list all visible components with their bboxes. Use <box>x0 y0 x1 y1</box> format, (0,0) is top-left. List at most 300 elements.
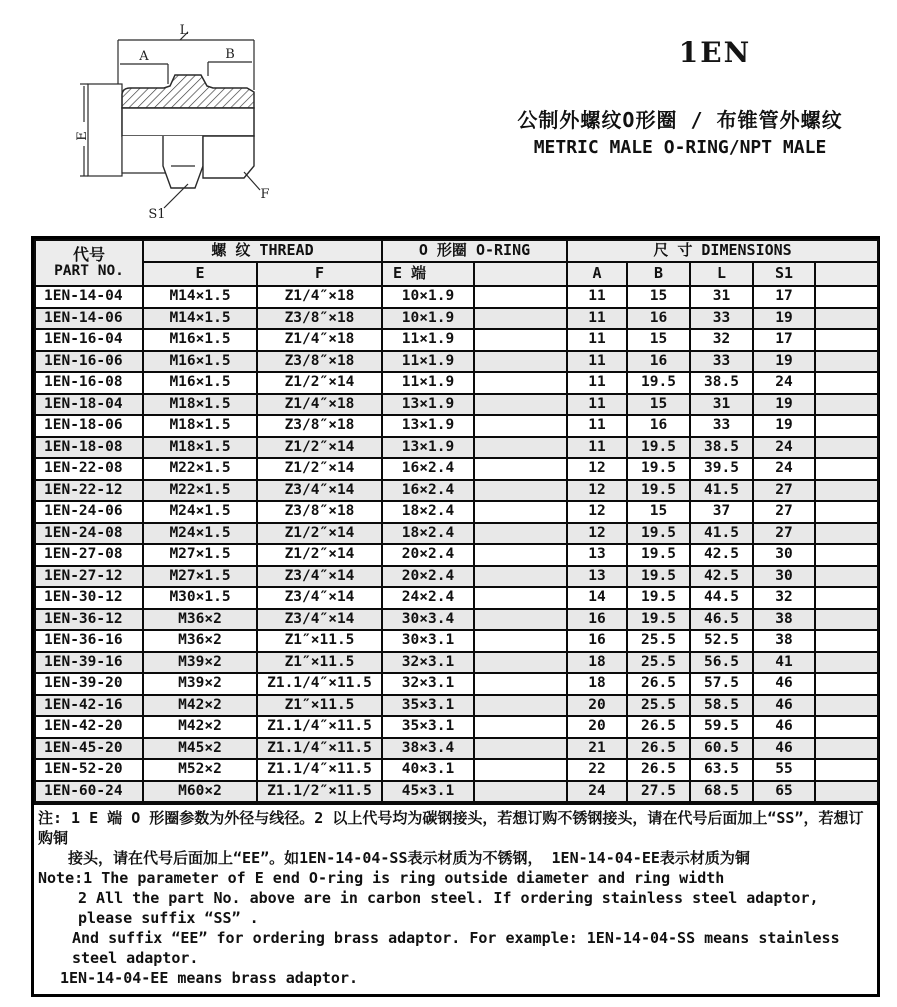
thread-e-cell: M27×1.5 <box>143 566 257 588</box>
dim-l-cell: 33 <box>690 308 753 330</box>
oring-blank-cell <box>474 781 567 803</box>
thread-e-cell: M39×2 <box>143 652 257 674</box>
oring-e-end-cell: 10×1.9 <box>382 286 474 308</box>
table-row <box>35 738 878 760</box>
oring-blank-cell <box>474 673 567 695</box>
spec-table-frame <box>31 236 880 997</box>
dim-s1-cell: 65 <box>753 781 815 803</box>
thread-f-cell: Z1″×11.5 <box>257 695 382 717</box>
dims-blank-cell <box>815 759 878 781</box>
dim-b-cell: 19.5 <box>627 587 690 609</box>
dim-a-cell: 13 <box>567 544 627 566</box>
header-col-l: L <box>690 262 753 286</box>
part-no-cell: 1EN-14-04 <box>35 286 143 308</box>
thread-e-cell: M18×1.5 <box>143 437 257 459</box>
dim-label-s1: S1 <box>148 207 166 222</box>
dim-l-cell: 33 <box>690 351 753 373</box>
table-row <box>35 759 878 781</box>
dim-l-cell: 68.5 <box>690 781 753 803</box>
dim-a-cell: 20 <box>567 716 627 738</box>
oring-blank-cell <box>474 286 567 308</box>
dim-s1-cell: 27 <box>753 501 815 523</box>
dim-l-cell: 52.5 <box>690 630 753 652</box>
dim-a-cell: 11 <box>567 394 627 416</box>
dim-s1-cell: 24 <box>753 437 815 459</box>
table-row <box>35 501 878 523</box>
dim-a-cell: 12 <box>567 458 627 480</box>
thread-e-cell: M60×2 <box>143 781 257 803</box>
table-row <box>35 609 878 631</box>
thread-f-cell: Z1.1/4″×11.5 <box>257 673 382 695</box>
dim-l-cell: 60.5 <box>690 738 753 760</box>
thread-f-cell: Z1.1/4″×11.5 <box>257 716 382 738</box>
dims-blank-cell <box>815 738 878 760</box>
oring-blank-cell <box>474 480 567 502</box>
oring-e-end-cell: 20×2.4 <box>382 566 474 588</box>
table-row <box>35 630 878 652</box>
dim-l-cell: 39.5 <box>690 458 753 480</box>
dims-blank-cell <box>815 372 878 394</box>
note-en-line2: 2 All the part No. above are in carbon steel. If ordering stainless steel adaptor, please suffix “SS” . <box>78 889 819 927</box>
thread-e-cell: M18×1.5 <box>143 394 257 416</box>
dim-b-cell: 15 <box>627 394 690 416</box>
header-oring-group: O 形圈 O-RING <box>382 240 567 262</box>
dims-blank-cell <box>815 458 878 480</box>
table-row <box>35 329 878 351</box>
dim-a-cell: 11 <box>567 372 627 394</box>
oring-e-end-cell: 18×2.4 <box>382 523 474 545</box>
dim-b-cell: 19.5 <box>627 609 690 631</box>
thread-f-cell: Z1/2″×14 <box>257 458 382 480</box>
dims-blank-cell <box>815 652 878 674</box>
table-row <box>35 308 878 330</box>
dim-label-a: A <box>139 49 149 64</box>
thread-f-cell: Z1.1/4″×11.5 <box>257 759 382 781</box>
table-row <box>35 523 878 545</box>
series-code: 1EN <box>678 36 752 69</box>
dim-b-cell: 19.5 <box>627 544 690 566</box>
dim-l-cell: 33 <box>690 415 753 437</box>
dims-blank-cell <box>815 566 878 588</box>
thread-f-cell: Z3/4″×14 <box>257 566 382 588</box>
dim-label-f: F <box>260 187 270 202</box>
oring-blank-cell <box>474 738 567 760</box>
dim-s1-cell: 32 <box>753 587 815 609</box>
dim-s1-cell: 27 <box>753 480 815 502</box>
oring-e-end-cell: 40×3.1 <box>382 759 474 781</box>
dim-l-cell: 31 <box>690 286 753 308</box>
oring-blank-cell <box>474 587 567 609</box>
thread-e-cell: M22×1.5 <box>143 480 257 502</box>
oring-e-end-cell: 13×1.9 <box>382 394 474 416</box>
oring-e-end-cell: 13×1.9 <box>382 415 474 437</box>
note-en-line1: Note:1 The parameter of E end O-ring is ring outside diameter and ring width <box>38 869 725 887</box>
thread-e-cell: M39×2 <box>143 673 257 695</box>
thread-f-cell: Z1/4″×18 <box>257 394 382 416</box>
dim-a-cell: 14 <box>567 587 627 609</box>
thread-f-cell: Z1/4″×18 <box>257 286 382 308</box>
dim-a-cell: 12 <box>567 501 627 523</box>
dim-label-l: L <box>179 23 189 38</box>
dim-l-cell: 56.5 <box>690 652 753 674</box>
table-row <box>35 544 878 566</box>
oring-blank-cell <box>474 630 567 652</box>
oring-e-end-cell: 11×1.9 <box>382 372 474 394</box>
oring-e-end-cell: 16×2.4 <box>382 480 474 502</box>
thread-e-cell: M42×2 <box>143 695 257 717</box>
part-no-cell: 1EN-30-12 <box>35 587 143 609</box>
dim-b-cell: 19.5 <box>627 458 690 480</box>
thread-e-cell: M14×1.5 <box>143 308 257 330</box>
dim-l-cell: 41.5 <box>690 523 753 545</box>
dim-l-cell: 38.5 <box>690 372 753 394</box>
oring-e-end-cell: 24×2.4 <box>382 587 474 609</box>
part-no-cell: 1EN-18-06 <box>35 415 143 437</box>
note-en-line3: And suffix “EE” for ordering brass adaptor. For example: 1EN-14-04-SS means stainless steel adaptor. <box>72 929 840 967</box>
notes-block <box>34 803 877 994</box>
part-no-cell: 1EN-16-06 <box>35 351 143 373</box>
dim-b-cell: 16 <box>627 415 690 437</box>
thread-e-cell: M16×1.5 <box>143 329 257 351</box>
dim-s1-cell: 19 <box>753 308 815 330</box>
thread-e-cell: M24×1.5 <box>143 501 257 523</box>
part-no-cell: 1EN-52-20 <box>35 759 143 781</box>
table-row <box>35 437 878 459</box>
oring-e-end-cell: 32×3.1 <box>382 652 474 674</box>
dim-l-cell: 32 <box>690 329 753 351</box>
dim-b-cell: 25.5 <box>627 695 690 717</box>
thread-f-cell: Z3/8″×18 <box>257 501 382 523</box>
dim-b-cell: 19.5 <box>627 480 690 502</box>
thread-f-cell: Z3/4″×14 <box>257 480 382 502</box>
thread-e-cell: M22×1.5 <box>143 458 257 480</box>
dim-s1-cell: 30 <box>753 544 815 566</box>
dim-label-e: E <box>75 131 90 141</box>
part-no-cell: 1EN-18-04 <box>35 394 143 416</box>
oring-e-end-cell: 30×3.4 <box>382 609 474 631</box>
dim-s1-cell: 46 <box>753 673 815 695</box>
dim-b-cell: 19.5 <box>627 372 690 394</box>
page-subtitle <box>470 104 890 158</box>
dim-a-cell: 24 <box>567 781 627 803</box>
thread-f-cell: Z1/2″×14 <box>257 523 382 545</box>
note-cn-line1: 注: 1 E 端 O 形圈参数为外径与线径。2 以上代号均为碳钢接头，若想订购不锈钢接头，请在代号后面加上“SS”，若想订购铜 <box>38 809 864 847</box>
oring-blank-cell <box>474 716 567 738</box>
header-col-dims-blank <box>815 262 878 286</box>
dim-b-cell: 15 <box>627 286 690 308</box>
oring-blank-cell <box>474 372 567 394</box>
dim-a-cell: 22 <box>567 759 627 781</box>
dim-b-cell: 25.5 <box>627 630 690 652</box>
dim-b-cell: 26.5 <box>627 716 690 738</box>
dims-blank-cell <box>815 501 878 523</box>
oring-e-end-cell: 38×3.4 <box>382 738 474 760</box>
oring-blank-cell <box>474 695 567 717</box>
dim-a-cell: 12 <box>567 523 627 545</box>
oring-e-end-cell: 32×3.1 <box>382 673 474 695</box>
dim-s1-cell: 17 <box>753 286 815 308</box>
thread-f-cell: Z3/8″×18 <box>257 415 382 437</box>
thread-f-cell: Z1″×11.5 <box>257 652 382 674</box>
dim-a-cell: 12 <box>567 480 627 502</box>
dim-l-cell: 41.5 <box>690 480 753 502</box>
thread-e-cell: M14×1.5 <box>143 286 257 308</box>
part-no-cell: 1EN-22-12 <box>35 480 143 502</box>
header-col-e-end: E 端 <box>382 262 474 286</box>
dim-s1-cell: 30 <box>753 566 815 588</box>
fitting-section-drawing <box>40 18 340 230</box>
dim-b-cell: 16 <box>627 308 690 330</box>
header-col-oring-blank <box>474 262 567 286</box>
dims-blank-cell <box>815 781 878 803</box>
table-row <box>35 372 878 394</box>
thread-f-cell: Z1.1/4″×11.5 <box>257 738 382 760</box>
dim-a-cell: 21 <box>567 738 627 760</box>
oring-blank-cell <box>474 437 567 459</box>
thread-e-cell: M42×2 <box>143 716 257 738</box>
table-row <box>35 458 878 480</box>
oring-e-end-cell: 30×3.1 <box>382 630 474 652</box>
oring-blank-cell <box>474 609 567 631</box>
thread-e-cell: M16×1.5 <box>143 351 257 373</box>
dim-s1-cell: 19 <box>753 394 815 416</box>
header-col-f: F <box>257 262 382 286</box>
dims-blank-cell <box>815 673 878 695</box>
dim-s1-cell: 38 <box>753 609 815 631</box>
thread-f-cell: Z1/2″×14 <box>257 437 382 459</box>
oring-blank-cell <box>474 394 567 416</box>
table-row <box>35 695 878 717</box>
note-cn-line2: 接头，请在代号后面加上“EE”。如1EN-14-04-SS表示材质为不锈钢， 1EN-14-04-EE表示材质为铜 <box>68 849 750 867</box>
thread-f-cell: Z1.1/2″×11.5 <box>257 781 382 803</box>
table-row <box>35 587 878 609</box>
part-no-cell: 1EN-45-20 <box>35 738 143 760</box>
dims-blank-cell <box>815 286 878 308</box>
thread-f-cell: Z3/8″×18 <box>257 351 382 373</box>
dim-l-cell: 46.5 <box>690 609 753 631</box>
part-no-cell: 1EN-16-08 <box>35 372 143 394</box>
fitting-drawing-svg <box>40 18 340 230</box>
spec-table-head <box>35 240 878 286</box>
oring-blank-cell <box>474 544 567 566</box>
dims-blank-cell <box>815 587 878 609</box>
oring-blank-cell <box>474 523 567 545</box>
dim-a-cell: 16 <box>567 609 627 631</box>
header-col-s1: S1 <box>753 262 815 286</box>
part-no-cell: 1EN-22-08 <box>35 458 143 480</box>
dim-a-cell: 11 <box>567 286 627 308</box>
oring-blank-cell <box>474 415 567 437</box>
header-part-no-cn: 代号 <box>72 244 105 264</box>
dim-a-cell: 11 <box>567 308 627 330</box>
thread-e-cell: M18×1.5 <box>143 415 257 437</box>
part-no-cell: 1EN-36-12 <box>35 609 143 631</box>
dims-blank-cell <box>815 544 878 566</box>
oring-e-end-cell: 16×2.4 <box>382 458 474 480</box>
oring-e-end-cell: 18×2.4 <box>382 501 474 523</box>
thread-e-cell: M36×2 <box>143 609 257 631</box>
dims-blank-cell <box>815 695 878 717</box>
oring-e-end-cell: 11×1.9 <box>382 329 474 351</box>
thread-e-cell: M52×2 <box>143 759 257 781</box>
dims-blank-cell <box>815 609 878 631</box>
dim-b-cell: 26.5 <box>627 738 690 760</box>
table-row <box>35 415 878 437</box>
part-no-cell: 1EN-39-20 <box>35 673 143 695</box>
dim-s1-cell: 38 <box>753 630 815 652</box>
dims-blank-cell <box>815 716 878 738</box>
table-row <box>35 566 878 588</box>
oring-e-end-cell: 20×2.4 <box>382 544 474 566</box>
dim-a-cell: 13 <box>567 566 627 588</box>
thread-f-cell: Z1/2″×14 <box>257 544 382 566</box>
dim-b-cell: 19.5 <box>627 523 690 545</box>
dim-b-cell: 19.5 <box>627 437 690 459</box>
header-col-b: B <box>627 262 690 286</box>
dims-blank-cell <box>815 351 878 373</box>
spec-table <box>34 239 879 803</box>
part-no-cell: 1EN-27-12 <box>35 566 143 588</box>
dim-s1-cell: 46 <box>753 716 815 738</box>
dim-l-cell: 37 <box>690 501 753 523</box>
dim-l-cell: 42.5 <box>690 544 753 566</box>
dim-s1-cell: 19 <box>753 415 815 437</box>
dim-s1-cell: 17 <box>753 329 815 351</box>
dim-l-cell: 59.5 <box>690 716 753 738</box>
dim-label-b: B <box>225 47 235 62</box>
oring-e-end-cell: 45×3.1 <box>382 781 474 803</box>
dim-b-cell: 15 <box>627 501 690 523</box>
table-row <box>35 394 878 416</box>
oring-blank-cell <box>474 566 567 588</box>
part-no-cell: 1EN-24-06 <box>35 501 143 523</box>
dim-l-cell: 42.5 <box>690 566 753 588</box>
oring-e-end-cell: 35×3.1 <box>382 716 474 738</box>
part-no-cell: 1EN-14-06 <box>35 308 143 330</box>
dim-a-cell: 18 <box>567 652 627 674</box>
dims-blank-cell <box>815 437 878 459</box>
oring-e-end-cell: 10×1.9 <box>382 308 474 330</box>
dim-a-cell: 20 <box>567 695 627 717</box>
dim-a-cell: 18 <box>567 673 627 695</box>
oring-blank-cell <box>474 652 567 674</box>
dim-l-cell: 31 <box>690 394 753 416</box>
dims-blank-cell <box>815 630 878 652</box>
table-row <box>35 673 878 695</box>
part-no-cell: 1EN-36-16 <box>35 630 143 652</box>
part-no-cell: 1EN-39-16 <box>35 652 143 674</box>
dim-l-cell: 63.5 <box>690 759 753 781</box>
oring-e-end-cell: 35×3.1 <box>382 695 474 717</box>
header-part-no <box>35 240 143 286</box>
thread-e-cell: M45×2 <box>143 738 257 760</box>
dim-b-cell: 26.5 <box>627 673 690 695</box>
table-row <box>35 480 878 502</box>
part-no-cell: 1EN-27-08 <box>35 544 143 566</box>
dim-s1-cell: 55 <box>753 759 815 781</box>
header-col-a: A <box>567 262 627 286</box>
dim-l-cell: 38.5 <box>690 437 753 459</box>
dim-s1-cell: 41 <box>753 652 815 674</box>
dim-a-cell: 16 <box>567 630 627 652</box>
oring-blank-cell <box>474 308 567 330</box>
thread-e-cell: M36×2 <box>143 630 257 652</box>
table-row <box>35 351 878 373</box>
dim-s1-cell: 19 <box>753 351 815 373</box>
dim-a-cell: 11 <box>567 351 627 373</box>
part-no-cell: 1EN-42-20 <box>35 716 143 738</box>
dim-s1-cell: 24 <box>753 458 815 480</box>
dim-b-cell: 15 <box>627 329 690 351</box>
oring-blank-cell <box>474 759 567 781</box>
part-no-cell: 1EN-24-08 <box>35 523 143 545</box>
table-row <box>35 716 878 738</box>
oring-blank-cell <box>474 329 567 351</box>
oring-e-end-cell: 11×1.9 <box>382 351 474 373</box>
dims-blank-cell <box>815 415 878 437</box>
header-part-no-en: PART NO. <box>54 262 124 279</box>
subtitle-english: METRIC MALE O-RING/NPT MALE <box>533 137 827 158</box>
thread-f-cell: Z1″×11.5 <box>257 630 382 652</box>
dims-blank-cell <box>815 394 878 416</box>
dim-l-cell: 44.5 <box>690 587 753 609</box>
table-row <box>35 286 878 308</box>
dim-b-cell: 19.5 <box>627 566 690 588</box>
dim-b-cell: 26.5 <box>627 759 690 781</box>
thread-f-cell: Z1/2″×14 <box>257 372 382 394</box>
oring-blank-cell <box>474 351 567 373</box>
table-row <box>35 781 878 803</box>
dim-s1-cell: 24 <box>753 372 815 394</box>
dim-s1-cell: 27 <box>753 523 815 545</box>
table-row <box>35 652 878 674</box>
header-dimensions-group: 尺 寸 DIMENSIONS <box>567 240 878 262</box>
note-en-line4: 1EN-14-04-EE means brass adaptor. <box>60 969 359 987</box>
part-no-cell: 1EN-16-04 <box>35 329 143 351</box>
dim-l-cell: 57.5 <box>690 673 753 695</box>
header-thread-group: 螺 纹 THREAD <box>143 240 382 262</box>
subtitle-chinese: 公制外螺纹O形圈 / 布锥管外螺纹 <box>517 108 843 132</box>
thread-e-cell: M27×1.5 <box>143 544 257 566</box>
dim-s1-cell: 46 <box>753 695 815 717</box>
table-body <box>35 286 878 802</box>
dim-a-cell: 11 <box>567 437 627 459</box>
dims-blank-cell <box>815 329 878 351</box>
header-col-e: E <box>143 262 257 286</box>
part-no-cell: 1EN-42-16 <box>35 695 143 717</box>
thread-f-cell: Z3/8″×18 <box>257 308 382 330</box>
dim-b-cell: 16 <box>627 351 690 373</box>
dim-b-cell: 27.5 <box>627 781 690 803</box>
dims-blank-cell <box>815 480 878 502</box>
oring-blank-cell <box>474 458 567 480</box>
dim-s1-cell: 46 <box>753 738 815 760</box>
dim-a-cell: 11 <box>567 329 627 351</box>
thread-f-cell: Z3/4″×14 <box>257 609 382 631</box>
thread-f-cell: Z3/4″×14 <box>257 587 382 609</box>
oring-blank-cell <box>474 501 567 523</box>
dim-b-cell: 25.5 <box>627 652 690 674</box>
part-no-cell: 1EN-60-24 <box>35 781 143 803</box>
thread-e-cell: M30×1.5 <box>143 587 257 609</box>
dims-blank-cell <box>815 523 878 545</box>
thread-e-cell: M16×1.5 <box>143 372 257 394</box>
dim-l-cell: 58.5 <box>690 695 753 717</box>
dims-blank-cell <box>815 308 878 330</box>
oring-e-end-cell: 13×1.9 <box>382 437 474 459</box>
thread-f-cell: Z1/4″×18 <box>257 329 382 351</box>
dim-a-cell: 11 <box>567 415 627 437</box>
